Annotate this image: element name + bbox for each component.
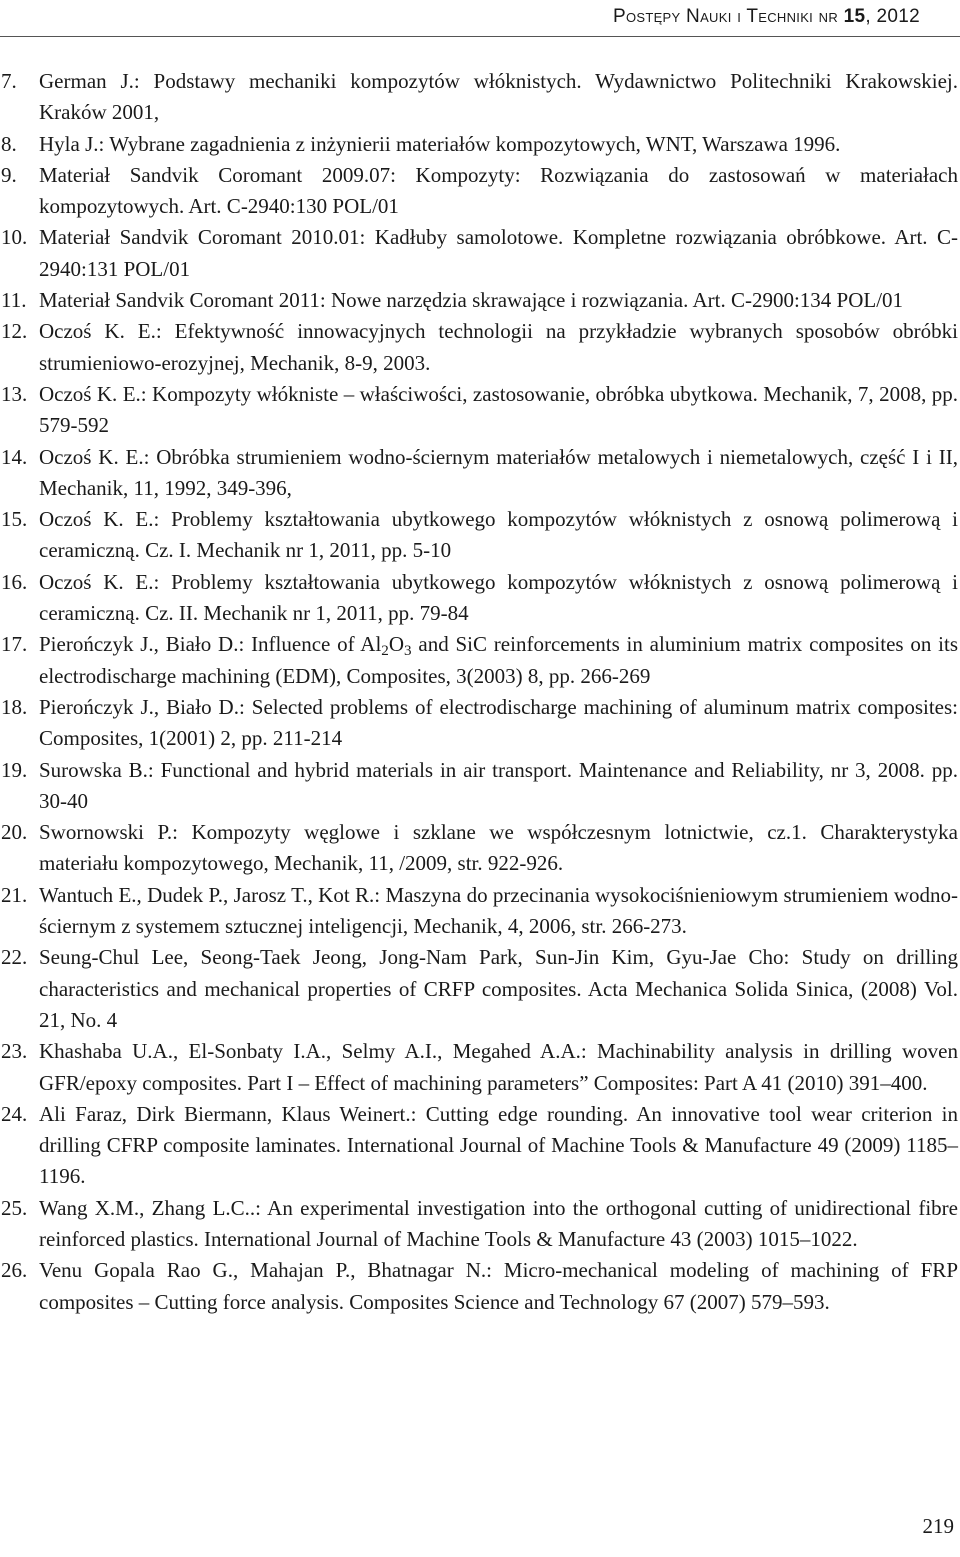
reference-text: [39, 629, 958, 692]
reference-item: [0, 160, 958, 223]
issue-number: 15: [843, 6, 866, 27]
reference-number: 23.: [1, 1039, 28, 1064]
reference-list: [0, 66, 958, 1318]
reference-number: 13.: [1, 381, 28, 406]
reference-text: Venu Gopala Rao G., Mahajan P., Bhatnagar N.: Micro-mechanical modeling of machining of FRP composites – Cutting force analysis. Composites Science and Technology 67 (2007) 579–593.: [39, 1258, 958, 1314]
reference-number: 17.: [1, 632, 28, 657]
reference-text: Oczoś K. E.: Kompozyty włókniste – właściwości, zastosowanie, obróbka ubytkowa. Mechanik, 7, 2008, pp. 579-592: [39, 381, 958, 438]
reference-item: [0, 880, 958, 943]
reference-number: 10.: [1, 225, 28, 250]
reference-number: 12.: [1, 319, 28, 344]
reference-text: Oczoś K. E.: Obróbka strumieniem wodno-ściernym materiałów metalowych i niemetalowych, część I i II, Mechanik, 11, 1992, 349-396,: [39, 444, 958, 500]
reference-number: 15.: [1, 507, 28, 532]
reference-item: [0, 755, 958, 818]
reference-text-part: and SiC reinforcements in aluminium matrix composites on its electrodischarge machining (EDM), Composites, 3(2003) 8, pp. 266-269: [39, 632, 958, 688]
reference-number: 21.: [1, 882, 28, 907]
reference-item: [0, 442, 958, 505]
reference-text: Materiał Sandvik Coromant 2011: Nowe narzędzia skrawające i rozwiązania. Art. C-2900:134 POL/01: [39, 288, 904, 313]
reference-item: [0, 817, 958, 880]
reference-number: 26.: [1, 1258, 28, 1283]
reference-text: Oczoś K. E.: Problemy kształtowania ubytkowego kompozytów włóknistych z osnową polimerową i ceramiczną. Cz. I. Mechanik nr 1, 2011, pp. 5-10: [39, 507, 958, 563]
reference-text: Materiał Sandvik Coromant 2010.01: Kadłuby samolotowe. Kompletne rozwiązania obróbkowe. Art. C-2940:131 POL/01: [39, 225, 958, 281]
reference-number: 20.: [1, 820, 28, 845]
reference-text: Oczoś K. E.: Problemy kształtowania ubytkowego kompozytów włóknistych z osnową polimerową i ceramiczną. Cz. II. Mechanik nr 1, 2011, pp. 79-84: [39, 569, 958, 626]
reference-text: Khashaba U.A., El-Sonbaty I.A., Selmy A.I., Megahed A.A.: Machinability analysis in drilling woven GFR/epoxy composites. Part I – Effect of machining parameters” Composites: Part A 41 (2010) 391–400.: [39, 1039, 958, 1095]
issue-year: , 2012: [865, 6, 920, 27]
reference-number: 19.: [1, 757, 28, 782]
reference-number: 25.: [1, 1195, 28, 1220]
reference-item: [0, 285, 958, 316]
reference-item: [0, 1255, 958, 1318]
reference-item: [0, 316, 958, 379]
reference-number: 14.: [1, 444, 28, 469]
reference-item: [0, 222, 958, 285]
reference-text: Materiał Sandvik Coromant 2009.07: Kompozyty: Rozwiązania do zastosowań w materiałach kompozytowych. Art. C-2940:130 POL/01: [39, 162, 958, 219]
header-rule: [0, 36, 960, 37]
reference-item: [0, 66, 958, 129]
reference-text: Pierończyk J., Biało D.: Selected problems of electrodischarge machining of aluminum matrix composites: Composites, 1(2001) 2, pp. 211-214: [39, 694, 958, 751]
reference-text-part: O: [388, 632, 405, 657]
reference-number: 7.: [1, 69, 17, 93]
reference-item: [0, 1099, 958, 1193]
subscript-3: 3: [404, 643, 412, 660]
reference-number: 18.: [1, 694, 28, 719]
reference-text: Swornowski P.: Kompozyty węglowe i szklane we współczesnym lotnictwie, cz.1. Charakterystyka materiału kompozytowego, Mechanik, 11, /2009, str. 922-926.: [39, 820, 958, 876]
reference-text: Seung-Chul Lee, Seong-Taek Jeong, Jong-Nam Park, Sun-Jin Kim, Gyu-Jae Cho: Study on drilling characteristics and mechanical properties of CRFP composites. Acta Mechanica Solida Sinica, (2008) Vol. 21, No. 4: [39, 945, 958, 1032]
reference-item: [0, 379, 958, 442]
reference-text: German J.: Podstawy mechaniki kompozytów włóknistych. Wydawnictwo Politechniki Krakowskiej. Kraków 2001,: [39, 69, 958, 125]
reference-number: 9.: [1, 162, 17, 187]
reference-number: 11.: [1, 288, 27, 313]
reference-item: [0, 942, 958, 1036]
reference-item: [0, 567, 958, 630]
reference-number: 16.: [1, 569, 28, 594]
reference-item: [0, 629, 958, 692]
reference-number: 8.: [1, 131, 17, 156]
reference-item: [0, 504, 958, 567]
subscript-2: 2: [381, 643, 389, 660]
page-number: 219: [922, 1514, 954, 1538]
reference-text-part: Pierończyk J., Biało D.: Influence of Al: [39, 632, 382, 657]
reference-text: Hyla J.: Wybrane zagadnienia z inżynierii materiałów kompozytowych, WNT, Warszawa 1996.: [39, 131, 841, 156]
reference-text: Wantuch E., Dudek P., Jarosz T., Kot R.: Maszyna do przecinania wysokociśnieniowym strumieniem wodno-ściernym z systemem sztucznej inteligencji, Mechanik, 4, 2006, str. 266-273.: [39, 882, 958, 939]
reference-number: 24.: [1, 1101, 28, 1126]
reference-text: Surowska B.: Functional and hybrid materials in air transport. Maintenance and Reliability, nr 3, 2008. pp. 30-40: [39, 757, 958, 813]
reference-item: [0, 1193, 958, 1256]
journal-name: Postępy Nauki i Techniki nr: [612, 6, 844, 27]
reference-text: Oczoś K. E.: Efektywność innowacyjnych technologii na przykładzie wybranych sposobów obróbki strumieniowo-erozyjnej, Mechanik, 8-9, 2003.: [39, 319, 958, 375]
reference-number: 22.: [1, 945, 28, 970]
reference-text: Ali Faraz, Dirk Biermann, Klaus Weinert.: Cutting edge rounding. An innovative tool wear criterion in drilling CFRP composite laminates. International Journal of Machine Tools & Manufacture 49 (2009) 1185–1196.: [39, 1101, 958, 1189]
reference-item: [0, 692, 958, 755]
reference-item: [0, 1036, 958, 1099]
reference-item: [0, 129, 958, 160]
running-header: [613, 6, 920, 28]
reference-text: Wang X.M., Zhang L.C..: An experimental investigation into the orthogonal cutting of unidirectional fibre reinforced plastics. International Journal of Machine Tools & Manufacture 43 (2003) 1015–1022.: [39, 1195, 958, 1251]
